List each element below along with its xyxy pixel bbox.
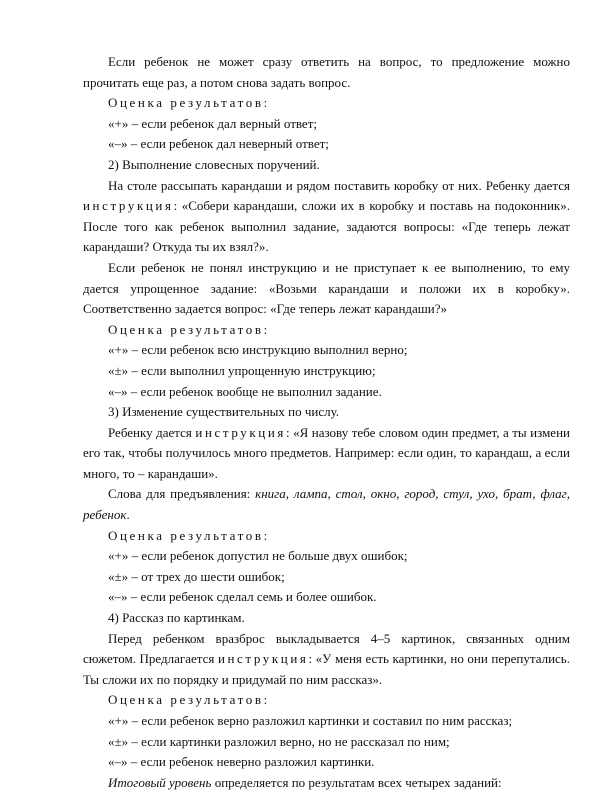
evaluation-heading-4 xyxy=(83,690,570,711)
document-page xyxy=(83,52,570,793)
task4-plusminus-criterion: «±» – если картинки разложил верно, но не рассказал по ним; xyxy=(108,733,450,749)
evaluation-heading-2 xyxy=(83,320,570,341)
evaluation-heading-3 xyxy=(83,526,570,547)
task3-paragraph-1 xyxy=(83,423,570,485)
task2-plusminus-criterion: «±» – если выполнил упрощенную инструкцию; xyxy=(108,362,376,378)
task3-text-a: Ребенку дается xyxy=(108,424,196,440)
evaluation-heading-text: Оценка результатов: xyxy=(108,95,270,111)
instruction-word: инструкция xyxy=(217,651,309,667)
instruction-word: инструкция xyxy=(83,198,174,214)
task1-minus-criterion: «–» – если ребенок дал неверный ответ; xyxy=(108,136,329,152)
instruction-word: инструкция xyxy=(195,424,286,440)
intro-paragraph: Если ребенок не может сразу ответить на вопрос, то предложение можно прочитать еще раз, а потом снова задать вопрос. xyxy=(83,54,570,90)
task3-title: 3) Изменение существительных по числу. xyxy=(108,404,340,420)
task2-plus-criterion: «+» – если ребенок всю инструкцию выполнил верно; xyxy=(108,342,408,358)
final-level-text: определяется по результатам всех четырех заданий: xyxy=(211,774,502,790)
task4-text-b: : «У меня есть картинки, но они перепутались. Ты сложи их по порядку и придумай по ним рассказ». xyxy=(83,651,570,687)
task2-text-b: : «Собери карандаши, сложи их в коробку и поставь на подоконник». После того как ребенок выполнил задание, задаются вопросы: «Где теперь лежат карандаши? Откуда ты их взял?». xyxy=(83,198,570,255)
task4-title: 4) Рассказ по картинкам. xyxy=(108,610,245,626)
task3-word-list xyxy=(83,484,570,525)
task2-paragraph-1 xyxy=(83,176,570,258)
final-level-label: Итоговый уровень xyxy=(108,774,212,790)
task3-text-b: : «Я назову тебе словом один предмет, а ты измени его так, чтобы получилось много предметов. Например: если один, то карандаш, а если много, то – карандаши». xyxy=(83,424,570,481)
task2-text-a: На столе рассыпать карандаши и рядом поставить коробку от них. Ребенку дается xyxy=(108,177,570,193)
evaluation-heading-text: Оценка результатов: xyxy=(108,527,270,543)
task2-paragraph-2: Если ребенок не понял инструкцию и не приступает к ее выполнению, то ему дается упрощенное задание: «Возьми карандаши и положи их в коробку». Соответственно задается вопрос: «Где теперь лежат карандаши?» xyxy=(83,259,570,317)
task1-plus-criterion: «+» – если ребенок дал верный ответ; xyxy=(108,115,317,131)
task4-paragraph-1 xyxy=(83,629,570,691)
task3-plus-criterion: «+» – если ребенок допустил не больше двух ошибок; xyxy=(108,548,408,564)
task4-text-a: Перед ребенком вразброс выкладывается 4–5 картинок, связанных одним сюжетом. Предлагается xyxy=(83,630,570,667)
evaluation-heading-text: Оценка результатов: xyxy=(108,692,270,708)
task2-minus-criterion: «–» – если ребенок вообще не выполнил задание. xyxy=(108,383,382,399)
task4-plus-criterion: «+» – если ребенок верно разложил картинки и составил по ним рассказ; xyxy=(108,713,513,728)
evaluation-heading-text: Оценка результатов: xyxy=(108,321,270,337)
word-list-end: . xyxy=(126,507,130,523)
final-level-paragraph xyxy=(83,773,570,793)
word-list-label: Слова для предъявления: xyxy=(108,486,256,502)
word-list-items: книга, лампа, стол, окно, город, стул, ухо, брат, флаг, ребенок xyxy=(83,486,571,523)
task4-minus-criterion: «–» – если ребенок неверно разложил картинки. xyxy=(108,754,375,770)
task3-minus-criterion: «–» – если ребенок сделал семь и более ошибок. xyxy=(108,589,377,605)
task2-title: 2) Выполнение словесных поручений. xyxy=(108,156,320,172)
evaluation-heading-1 xyxy=(83,93,570,114)
task3-plusminus-criterion: «±» – от трех до шести ошибок; xyxy=(108,568,285,584)
